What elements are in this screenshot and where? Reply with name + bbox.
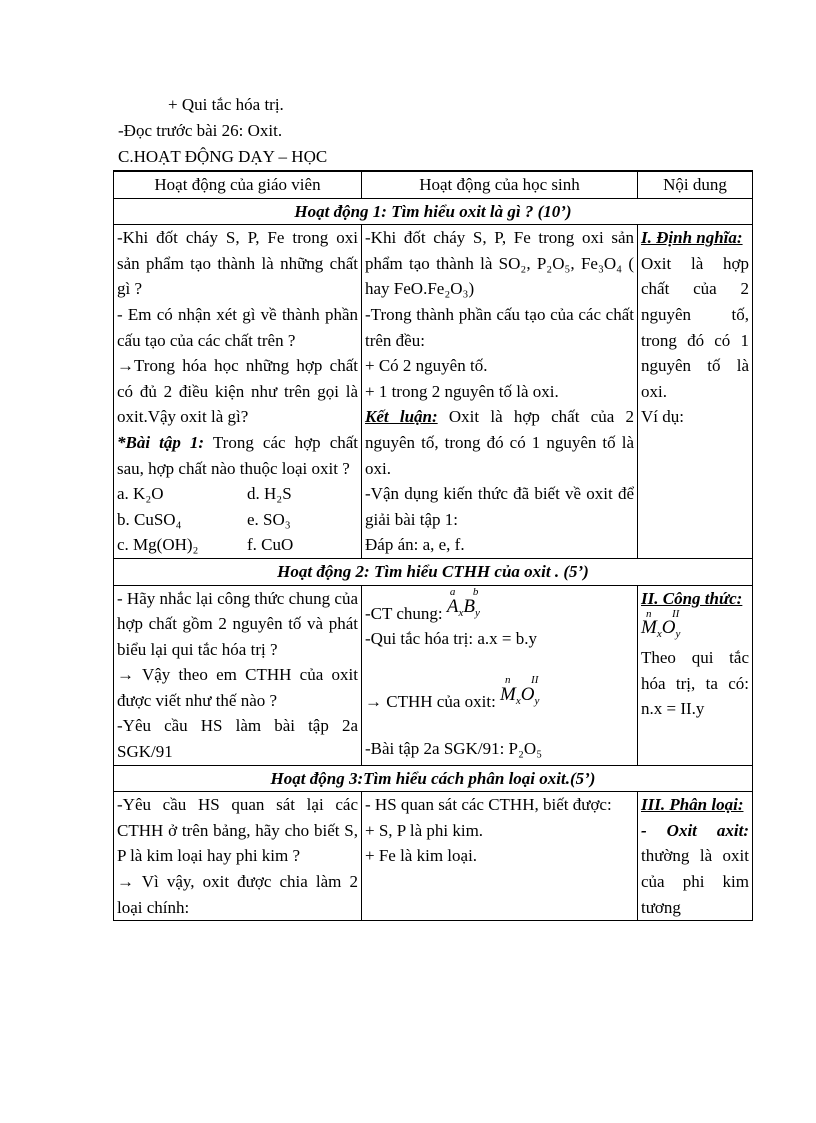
valence-II: II (672, 608, 680, 621)
element-A: A (446, 595, 459, 617)
activity-3-title: Hoạt động 3:Tìm hiểu cách phân loại oxit.(5’) (114, 765, 753, 792)
conclusion-text: Oxit là hợp chất của 2 nguyên tố, trong đó có 1 nguyên tố là oxi. (365, 407, 635, 478)
classification-heading: III. Phân loại: (641, 795, 744, 815)
formula-MxOy (500, 673, 540, 715)
definition-text: Oxit là hợp chất của 2 nguyên tố, trong đó có 1 nguyên tố là oxi. (641, 253, 749, 401)
acidic-oxide-label: - Oxit axit: (641, 820, 749, 840)
definition-heading: I. Định nghĩa: (641, 228, 743, 248)
activity-2-title-row (114, 558, 753, 585)
valence-statement: Theo qui tắc hóa trị, ta có: n.x = II.y (641, 648, 749, 719)
acidic-oxide-text: thường là oxit của phi kim tương (641, 846, 749, 917)
activity-3-title-row (114, 765, 753, 792)
student-text: -Khi đốt cháy S, P, Fe trong oxi sản phẩm tạo thành là SO₂, P₂O₅, Fe₃O₄ ( hay FeO.Fe₂O₃) (365, 228, 634, 299)
valence-n: n (646, 608, 652, 621)
activity-2-row (114, 585, 753, 765)
student-text: -Trong thành phần cấu tạo của các chất trên đều: (365, 304, 634, 350)
activity-2-title: Hoạt động 2: Tìm hiểu CTHH của oxit . (5’) (114, 558, 753, 585)
option: f. CuO (247, 535, 294, 555)
activity-2-content (638, 585, 753, 765)
teacher-text: - Em có nhận xét gì về thành phần cấu tạo của các chất trên ? (117, 304, 358, 350)
intro-line-1: + Qui tắc hóa trị. (168, 95, 284, 114)
formula-AxBy (446, 585, 480, 627)
student-text: - HS quan sát các CTHH, biết được: (365, 795, 612, 815)
option-row (117, 507, 358, 533)
activity-1-title: Hoạt động 1: Tìm hiểu oxit là gì ? (10’) (114, 198, 753, 225)
option: c. Mg(OH)₂ (117, 535, 199, 555)
teacher-text: -Khi đốt cháy S, P, Fe trong oxi sản phẩm tạo thành là những chất gì ? (117, 228, 358, 299)
valence-n: n (505, 673, 511, 686)
teacher-text: -Yêu cầu HS làm bài tập 2a SGK/91 (117, 716, 358, 762)
element-O: O (661, 617, 676, 639)
option-row (117, 481, 358, 507)
option: d. H₂S (247, 484, 292, 504)
general-formula-label: -CT chung: (365, 603, 443, 623)
exercise-text: Trong các hợp chất sau, hợp chất nào thuộc loại oxit ? (117, 432, 359, 478)
activity-1-row (114, 225, 753, 559)
activity-3-row (114, 792, 753, 921)
element-B: B (463, 595, 475, 617)
index-y: y (534, 694, 540, 707)
activity-1-teacher (114, 225, 362, 559)
student-text: + 1 trong 2 nguyên tố là oxi. (365, 381, 559, 401)
teacher-text: - Hãy nhắc lại công thức chung của hợp chất gồm 2 nguyên tố và phát biểu lại qui tắc hóa trị ? (117, 588, 358, 659)
teacher-text: →Trong hóa học những hợp chất có đủ 2 điều kiện như trên gọi là oxit.Vậy oxit là gì? (117, 356, 358, 427)
activity-1-title-row (114, 198, 753, 225)
teacher-text: → Vì vậy, oxit được chia làm 2 loại chính: (117, 872, 358, 917)
header-content: Nội dung (638, 171, 753, 198)
student-text: -Vận dụng kiến thức đã biết về oxit để giải bài tập 1: (365, 484, 634, 529)
classification-text (641, 818, 749, 920)
element-O: O (520, 683, 535, 705)
example-label: Ví dụ: (641, 407, 684, 427)
exercise-2a-answer: -Bài tập 2a SGK/91: P₂O₅ (365, 739, 543, 759)
lesson-table (113, 170, 753, 921)
activity-2-student (362, 585, 638, 765)
header-teacher: Hoạt động của giáo viên (114, 171, 362, 198)
index-y: y (474, 606, 480, 619)
student-text: + Fe là kim loại. (365, 846, 478, 866)
table-header-row (114, 171, 753, 198)
option: e. SO₃ (247, 509, 291, 529)
activity-3-teacher (114, 792, 362, 921)
activity-3-content (638, 792, 753, 921)
activity-1-student (362, 225, 638, 559)
teacher-text: -Yêu cầu HS quan sát lại các CTHH ở trên bảng, hãy cho biết S, P là kim loại hay phi kim ? (117, 795, 358, 866)
index-x: x (515, 694, 521, 707)
valence-rule: -Qui tắc hóa trị: a.x = b.y (365, 629, 537, 649)
option-row (117, 532, 358, 558)
option: a. K₂O (117, 484, 164, 504)
activity-3-student (362, 792, 638, 921)
section-heading: C.HOẠT ĐỘNG DẠY – HỌC (118, 147, 328, 166)
formula-heading: II. Công thức: (641, 588, 743, 608)
exercise-label: *Bài tập 1: (117, 432, 205, 452)
formula-MxOy (641, 608, 681, 645)
intro-line-2: -Đọc trước bài 26: Oxit. (118, 121, 283, 140)
valence-a: a (449, 585, 456, 598)
exercise-1 (117, 430, 358, 481)
element-M: M (500, 683, 516, 705)
index-x: x (458, 606, 464, 619)
activity-2-teacher (114, 585, 362, 765)
element-M: M (641, 617, 657, 639)
valence-II: II (531, 673, 539, 686)
index-y: y (675, 628, 681, 641)
conclusion-label: Kết luận: (365, 407, 438, 427)
student-text: + S, P là phi kim. (365, 820, 484, 840)
general-formula (365, 586, 634, 627)
student-text: + Có 2 nguyên tố. (365, 356, 488, 376)
oxide-formula (365, 652, 634, 715)
option: b. CuSO₄ (117, 509, 182, 529)
header-student: Hoạt động của học sinh (362, 171, 638, 198)
activity-1-content (638, 225, 753, 559)
valence-b: b (472, 585, 479, 598)
conclusion (365, 404, 634, 481)
teacher-text: → Vậy theo em CTHH của oxit được viết như thế nào ? (117, 665, 358, 710)
student-text: Đáp án: a, e, f. (365, 535, 465, 555)
oxide-formula-label: → CTHH của oxit: (365, 691, 496, 711)
content-formula (641, 608, 749, 645)
index-x: x (656, 628, 662, 641)
